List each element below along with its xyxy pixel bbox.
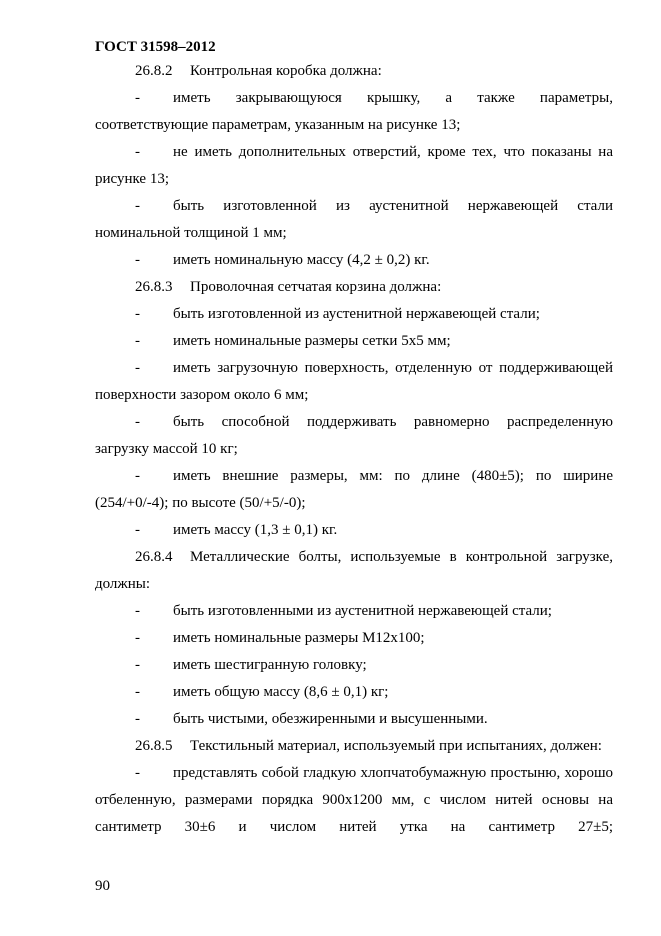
list-dash: - — [135, 252, 140, 268]
section-number: 26.8.3 — [135, 279, 173, 295]
list-item — [95, 85, 613, 139]
list-dash: - — [135, 711, 140, 727]
section-title: Текстильный материал, используемый при испытаниях, должен: — [190, 738, 602, 754]
list-item-text: иметь номинальные размеры сетки 5х5 мм; — [173, 333, 451, 349]
list-item-text: представлять собой гладкую хлопчатобумажную простыню, хорошо отбеленную, размерами порядка 900х1200 мм, с числом нитей основы на сантиметр 30±6 и числом нитей утка на сантиметр 27±5; — [95, 765, 613, 835]
list-item — [95, 409, 613, 463]
section-number: 26.8.5 — [135, 738, 173, 754]
list-item — [95, 598, 613, 625]
list-dash: - — [135, 684, 140, 700]
list-item-text: быть изготовленной из аустенитной нержавеющей стали; — [173, 306, 540, 322]
section-number: 26.8.4 — [135, 549, 173, 565]
list-item — [95, 706, 613, 733]
list-item — [95, 328, 613, 355]
list-item-text: быть способной поддерживать равномерно распределенную загрузку массой 10 кг; — [95, 414, 613, 457]
list-dash: - — [135, 657, 140, 673]
list-dash: - — [135, 360, 140, 376]
section-heading — [95, 58, 613, 85]
list-item — [95, 247, 613, 274]
document-header: ГОСТ 31598–2012 — [95, 39, 216, 55]
list-item — [95, 193, 613, 247]
list-item — [95, 301, 613, 328]
list-dash: - — [135, 198, 140, 214]
section-title: Проволочная сетчатая корзина должна: — [190, 279, 442, 295]
list-dash: - — [135, 90, 140, 106]
list-dash: - — [135, 630, 140, 646]
list-item-text: не иметь дополнительных отверстий, кроме тех, что показаны на рисунке 13; — [95, 144, 613, 187]
list-dash: - — [135, 765, 140, 781]
list-dash: - — [135, 144, 140, 160]
section-number: 26.8.2 — [135, 63, 173, 79]
list-item-text: быть изготовленной из аустенитной нержавеющей стали номинальной толщиной 1 мм; — [95, 198, 613, 241]
list-item — [95, 652, 613, 679]
list-item-text: быть чистыми, обезжиренными и высушенными. — [173, 711, 488, 727]
section-heading — [95, 733, 613, 760]
page-number: 90 — [95, 878, 110, 894]
list-dash: - — [135, 468, 140, 484]
list-item-text: иметь общую массу (8,6 ± 0,1) кг; — [173, 684, 389, 700]
list-dash: - — [135, 333, 140, 349]
section-heading — [95, 544, 613, 598]
list-dash: - — [135, 522, 140, 538]
list-item-text: быть изготовленными из аустенитной нержавеющей стали; — [173, 603, 552, 619]
list-item-text: иметь загрузочную поверхность, отделенную от поддерживающей поверхности зазором около 6 мм; — [95, 360, 613, 403]
list-item — [95, 355, 613, 409]
list-item — [95, 760, 613, 841]
list-item-text: иметь номинальные размеры М12х100; — [173, 630, 425, 646]
section-title: Контрольная коробка должна: — [190, 63, 382, 79]
document-body — [95, 58, 613, 841]
list-dash: - — [135, 306, 140, 322]
list-item — [95, 625, 613, 652]
list-item-text: иметь номинальную массу (4,2 ± 0,2) кг. — [173, 252, 430, 268]
list-dash: - — [135, 414, 140, 430]
list-item — [95, 679, 613, 706]
list-item — [95, 139, 613, 193]
list-item-text: иметь закрывающуюся крышку, а также параметры, соответствующие параметрам, указанным на рисунке 13; — [95, 90, 613, 133]
list-item — [95, 517, 613, 544]
list-dash: - — [135, 603, 140, 619]
list-item-text: иметь массу (1,3 ± 0,1) кг. — [173, 522, 338, 538]
list-item-text: иметь внешние размеры, мм: по длине (480±5); по ширине (254/+0/-4); по высоте (50/+5/-0); — [95, 468, 613, 511]
list-item — [95, 463, 613, 517]
list-item-text: иметь шестигранную головку; — [173, 657, 367, 673]
section-title: Металлические болты, используемые в контрольной загрузке, должны: — [95, 549, 613, 592]
section-heading — [95, 274, 613, 301]
